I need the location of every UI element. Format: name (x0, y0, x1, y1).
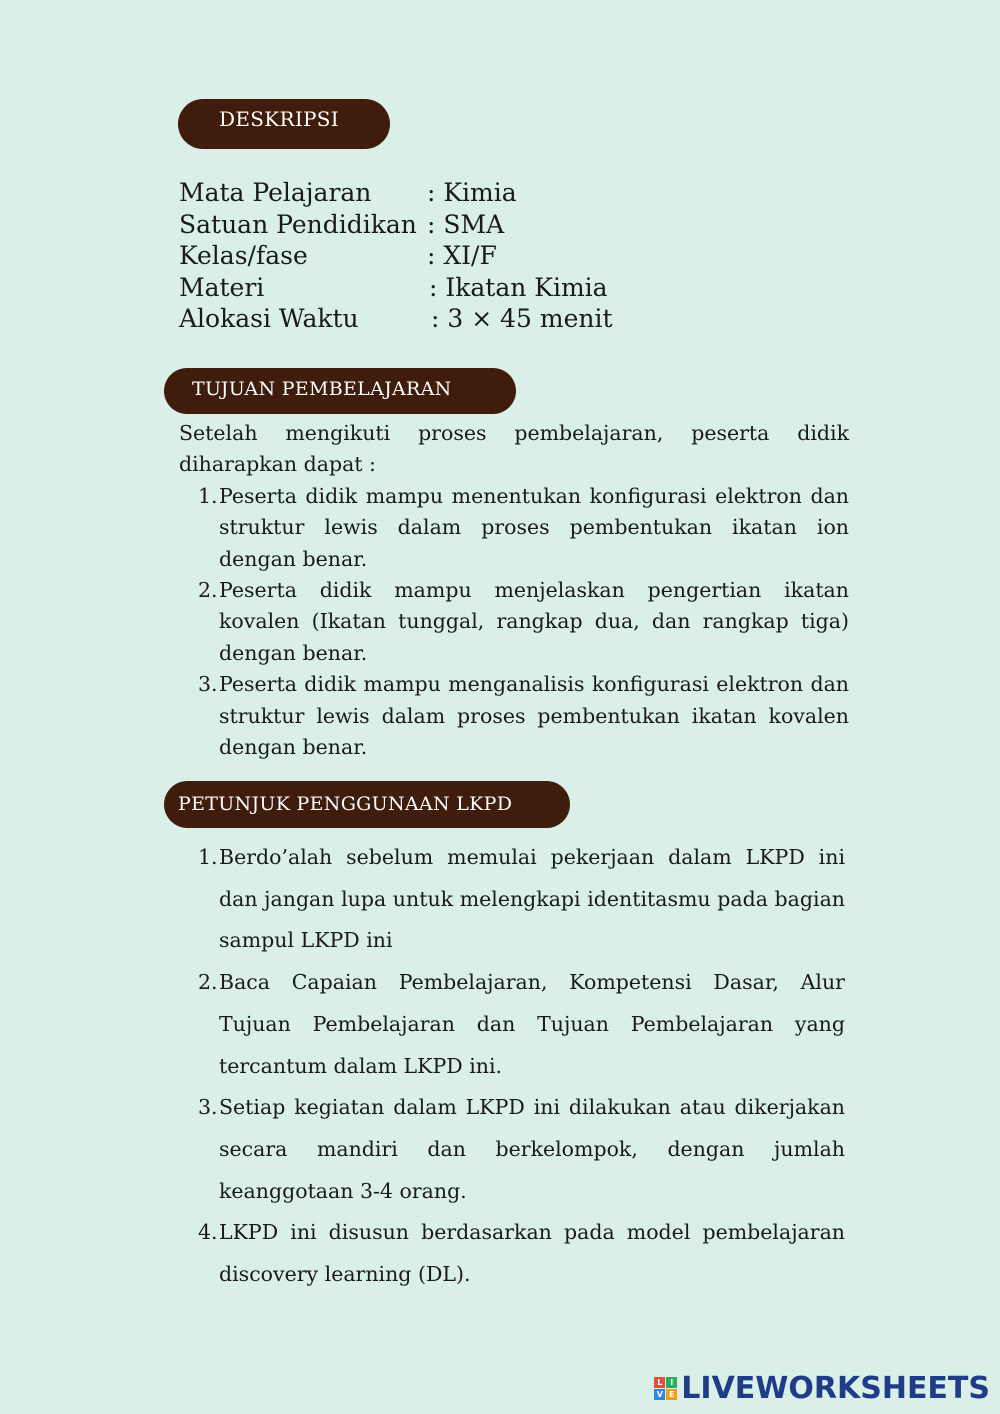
list-number: 3. (198, 1095, 218, 1120)
objectives-intro: Setelah mengikuti proses pembelajaran, peserta didik diharapkan dapat : (179, 421, 849, 477)
list-text: Peserta didik mampu menjelaskan pengertian ikatan kovalen (Ikatan tunggal, rangkap dua, dan rangkap tiga) dengan benar. (219, 578, 849, 665)
logo-icon-letter: I (666, 1377, 677, 1388)
description-value: : 3 × 45 menit (431, 304, 613, 334)
description-value: : Ikatan Kimia (429, 272, 608, 302)
section-header-petunjuk (164, 781, 570, 828)
list-number: 1. (198, 483, 218, 508)
description-label: Kelas/fase (179, 241, 308, 271)
description-value: : XI/F (427, 241, 497, 271)
description-value: : Kimia (427, 178, 517, 207)
list-text: Peserta didik mampu menganalisis konfigurasi elektron dan struktur lewis dalam proses pembentukan ikatan kovalen dengan benar. (219, 672, 849, 760)
list-item (179, 1212, 845, 1295)
list-text: Setiap kegiatan dalam LKPD ini dilakukan atau dikerjakan secara mandiri dan berkelompok, dengan jumlah keanggotaan 3-4 orang. (219, 1095, 845, 1203)
section-title: PETUNJUK PENGGUNAAN LKPD (178, 792, 513, 815)
list-number: 4. (198, 1220, 218, 1245)
list-number: 2. (198, 970, 218, 995)
list-item (179, 1087, 845, 1212)
list-text: LKPD ini disusun berdasarkan pada model pembelajaran discovery learning (DL). (219, 1220, 845, 1287)
list-item (179, 481, 849, 575)
list-item (179, 837, 845, 962)
instructions-list (179, 837, 845, 1296)
logo-icon-letter: E (666, 1389, 677, 1400)
list-item (179, 575, 849, 669)
description-label: Mata Pelajaran (179, 178, 372, 207)
liveworksheets-logo[interactable] (654, 1371, 990, 1406)
logo-icon-letter: V (654, 1389, 665, 1400)
list-number: 1. (198, 845, 218, 869)
description-value: : SMA (427, 209, 505, 239)
usage-instructions (179, 837, 845, 1296)
section-header-deskripsi (178, 99, 390, 149)
list-item (179, 962, 845, 1087)
list-number: 2. (198, 578, 218, 603)
description-label: Alokasi Waktu (179, 304, 359, 334)
list-text: Baca Capaian Pembelajaran, Kompetensi Dasar, Alur Tujuan Pembelajaran dan Tujuan Pembelajaran yang tercantum dalam LKPD ini. (219, 970, 845, 1078)
section-title: DESKRIPSI (219, 107, 339, 131)
list-item (179, 669, 849, 763)
learning-objectives (179, 418, 849, 763)
section-header-tujuan (164, 368, 516, 414)
description-label: Satuan Pendidikan (179, 209, 417, 239)
logo-wordmark: LIVEWORKSHEETS (681, 1371, 990, 1406)
list-number: 3. (198, 672, 218, 697)
liveworksheets-icon (654, 1377, 677, 1400)
logo-icon-letter: L (654, 1377, 665, 1388)
list-text: Berdo’alah sebelum memulai pekerjaan dalam LKPD ini dan jangan lupa untuk melengkapi identitasmu pada bagian sampul LKPD ini (219, 845, 845, 953)
list-text: Peserta didik mampu menentukan konfigurasi elektron dan struktur lewis dalam proses pembentukan ikatan ion dengan benar. (219, 483, 849, 571)
section-title: TUJUAN PEMBELAJARAN (192, 378, 452, 400)
objectives-list (179, 481, 849, 764)
description-label: Materi (179, 272, 265, 302)
